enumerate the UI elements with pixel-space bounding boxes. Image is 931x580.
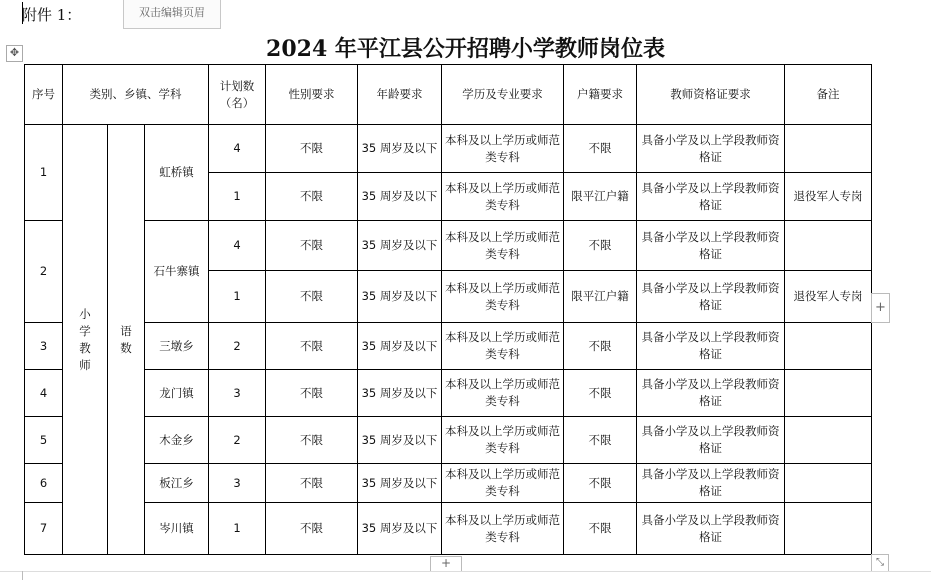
gender-cell: 不限 bbox=[266, 173, 358, 221]
town-cell: 木金乡 bbox=[145, 417, 209, 464]
hukou-cell: 不限 bbox=[564, 221, 637, 271]
town-cell: 石牛寨镇 bbox=[145, 221, 209, 323]
age-cell: 35 周岁及以下 bbox=[358, 125, 442, 173]
hukou-cell: 不限 bbox=[564, 323, 637, 370]
attachment-label: 附件 1： bbox=[22, 6, 82, 24]
subject-cell bbox=[108, 125, 145, 555]
gender-cell: 不限 bbox=[266, 503, 358, 555]
seq-cell: 5 bbox=[25, 417, 63, 464]
note-cell bbox=[785, 323, 872, 370]
seq-cell: 7 bbox=[25, 503, 63, 555]
cert-cell: 具备小学及以上学段教师资格证 bbox=[637, 464, 785, 503]
cert-cell: 具备小学及以上学段教师资格证 bbox=[637, 503, 785, 555]
age-cell: 35 周岁及以下 bbox=[358, 221, 442, 271]
gender-cell: 不限 bbox=[266, 221, 358, 271]
job-table bbox=[24, 64, 872, 555]
cert-cell: 具备小学及以上学段教师资格证 bbox=[637, 370, 785, 417]
page-corner-mark bbox=[22, 571, 23, 580]
cert-cell: 具备小学及以上学段教师资格证 bbox=[637, 323, 785, 370]
note-cell bbox=[785, 221, 872, 271]
header-education: 学历及专业要求 bbox=[442, 65, 564, 125]
age-cell: 35 周岁及以下 bbox=[358, 503, 442, 555]
category-cell bbox=[63, 125, 108, 555]
town-cell: 虹桥镇 bbox=[145, 125, 209, 221]
town-cell: 板江乡 bbox=[145, 464, 209, 503]
planned-cell: 1 bbox=[209, 173, 266, 221]
gender-cell: 不限 bbox=[266, 370, 358, 417]
table-row bbox=[25, 503, 872, 555]
table-row bbox=[25, 464, 872, 503]
planned-cell: 1 bbox=[209, 503, 266, 555]
move-table-icon[interactable]: ✥ bbox=[6, 45, 23, 62]
category-label: 小学教师 bbox=[79, 306, 91, 372]
header-row bbox=[25, 65, 872, 125]
education-cell: 本科及以上学历或师范类专科 bbox=[442, 271, 564, 323]
cert-cell: 具备小学及以上学段教师资格证 bbox=[637, 125, 785, 173]
add-column-icon[interactable]: + bbox=[871, 293, 890, 323]
hukou-cell: 限平江户籍 bbox=[564, 173, 637, 221]
cert-cell: 具备小学及以上学段教师资格证 bbox=[637, 417, 785, 464]
planned-cell: 1 bbox=[209, 271, 266, 323]
note-cell: 退役军人专岗 bbox=[785, 173, 872, 221]
add-row-icon[interactable]: + bbox=[430, 556, 462, 572]
resize-table-icon[interactable]: ⤡ bbox=[871, 554, 889, 572]
header-cert: 教师资格证要求 bbox=[637, 65, 785, 125]
table-row bbox=[25, 125, 872, 173]
town-cell: 龙门镇 bbox=[145, 370, 209, 417]
seq-cell: 3 bbox=[25, 323, 63, 370]
hukou-cell: 不限 bbox=[564, 125, 637, 173]
education-cell: 本科及以上学历或师范类专科 bbox=[442, 503, 564, 555]
gender-cell: 不限 bbox=[266, 417, 358, 464]
hukou-cell: 不限 bbox=[564, 464, 637, 503]
age-cell: 35 周岁及以下 bbox=[358, 464, 442, 503]
education-cell: 本科及以上学历或师范类专科 bbox=[442, 125, 564, 173]
note-cell bbox=[785, 503, 872, 555]
seq-cell: 1 bbox=[25, 125, 63, 221]
age-cell: 35 周岁及以下 bbox=[358, 417, 442, 464]
education-cell: 本科及以上学历或师范类专科 bbox=[442, 173, 564, 221]
note-cell bbox=[785, 464, 872, 503]
header-notes: 备注 bbox=[785, 65, 872, 125]
education-cell: 本科及以上学历或师范类专科 bbox=[442, 370, 564, 417]
planned-cell: 2 bbox=[209, 417, 266, 464]
age-cell: 35 周岁及以下 bbox=[358, 271, 442, 323]
header-gender: 性别要求 bbox=[266, 65, 358, 125]
table-row bbox=[25, 323, 872, 370]
seq-cell: 4 bbox=[25, 370, 63, 417]
page-title: 2024 年平江县公开招聘小学教师岗位表 bbox=[266, 36, 665, 62]
planned-cell: 2 bbox=[209, 323, 266, 370]
note-cell bbox=[785, 417, 872, 464]
cert-cell: 具备小学及以上学段教师资格证 bbox=[637, 173, 785, 221]
town-cell: 岑川镇 bbox=[145, 503, 209, 555]
hukou-cell: 不限 bbox=[564, 503, 637, 555]
education-cell: 本科及以上学历或师范类专科 bbox=[442, 464, 564, 503]
age-cell: 35 周岁及以下 bbox=[358, 323, 442, 370]
header-hukou: 户籍要求 bbox=[564, 65, 637, 125]
education-cell: 本科及以上学历或师范类专科 bbox=[442, 417, 564, 464]
planned-cell: 4 bbox=[209, 221, 266, 271]
edit-header-tab[interactable]: 双击编辑页眉 bbox=[123, 0, 221, 29]
planned-cell: 4 bbox=[209, 125, 266, 173]
hukou-cell: 限平江户籍 bbox=[564, 271, 637, 323]
note-cell bbox=[785, 370, 872, 417]
header-planned: 计划数（名） bbox=[209, 65, 266, 125]
header-age: 年龄要求 bbox=[358, 65, 442, 125]
gender-cell: 不限 bbox=[266, 323, 358, 370]
hukou-cell: 不限 bbox=[564, 417, 637, 464]
page-boundary bbox=[0, 571, 931, 572]
gender-cell: 不限 bbox=[266, 271, 358, 323]
education-cell: 本科及以上学历或师范类专科 bbox=[442, 323, 564, 370]
table-row bbox=[25, 370, 872, 417]
table-row bbox=[25, 417, 872, 464]
planned-cell: 3 bbox=[209, 370, 266, 417]
gender-cell: 不限 bbox=[266, 125, 358, 173]
subject-label: 语数 bbox=[120, 323, 132, 355]
age-cell: 35 周岁及以下 bbox=[358, 173, 442, 221]
planned-cell: 3 bbox=[209, 464, 266, 503]
note-cell bbox=[785, 125, 872, 173]
cert-cell: 具备小学及以上学段教师资格证 bbox=[637, 271, 785, 323]
cert-cell: 具备小学及以上学段教师资格证 bbox=[637, 221, 785, 271]
header-seq: 序号 bbox=[25, 65, 63, 125]
gender-cell: 不限 bbox=[266, 464, 358, 503]
education-cell: 本科及以上学历或师范类专科 bbox=[442, 221, 564, 271]
table-row bbox=[25, 221, 872, 271]
note-cell: 退役军人专岗 bbox=[785, 271, 872, 323]
seq-cell: 6 bbox=[25, 464, 63, 503]
seq-cell: 2 bbox=[25, 221, 63, 323]
hukou-cell: 不限 bbox=[564, 370, 637, 417]
header-category: 类别、乡镇、学科 bbox=[63, 65, 209, 125]
age-cell: 35 周岁及以下 bbox=[358, 370, 442, 417]
town-cell: 三墩乡 bbox=[145, 323, 209, 370]
